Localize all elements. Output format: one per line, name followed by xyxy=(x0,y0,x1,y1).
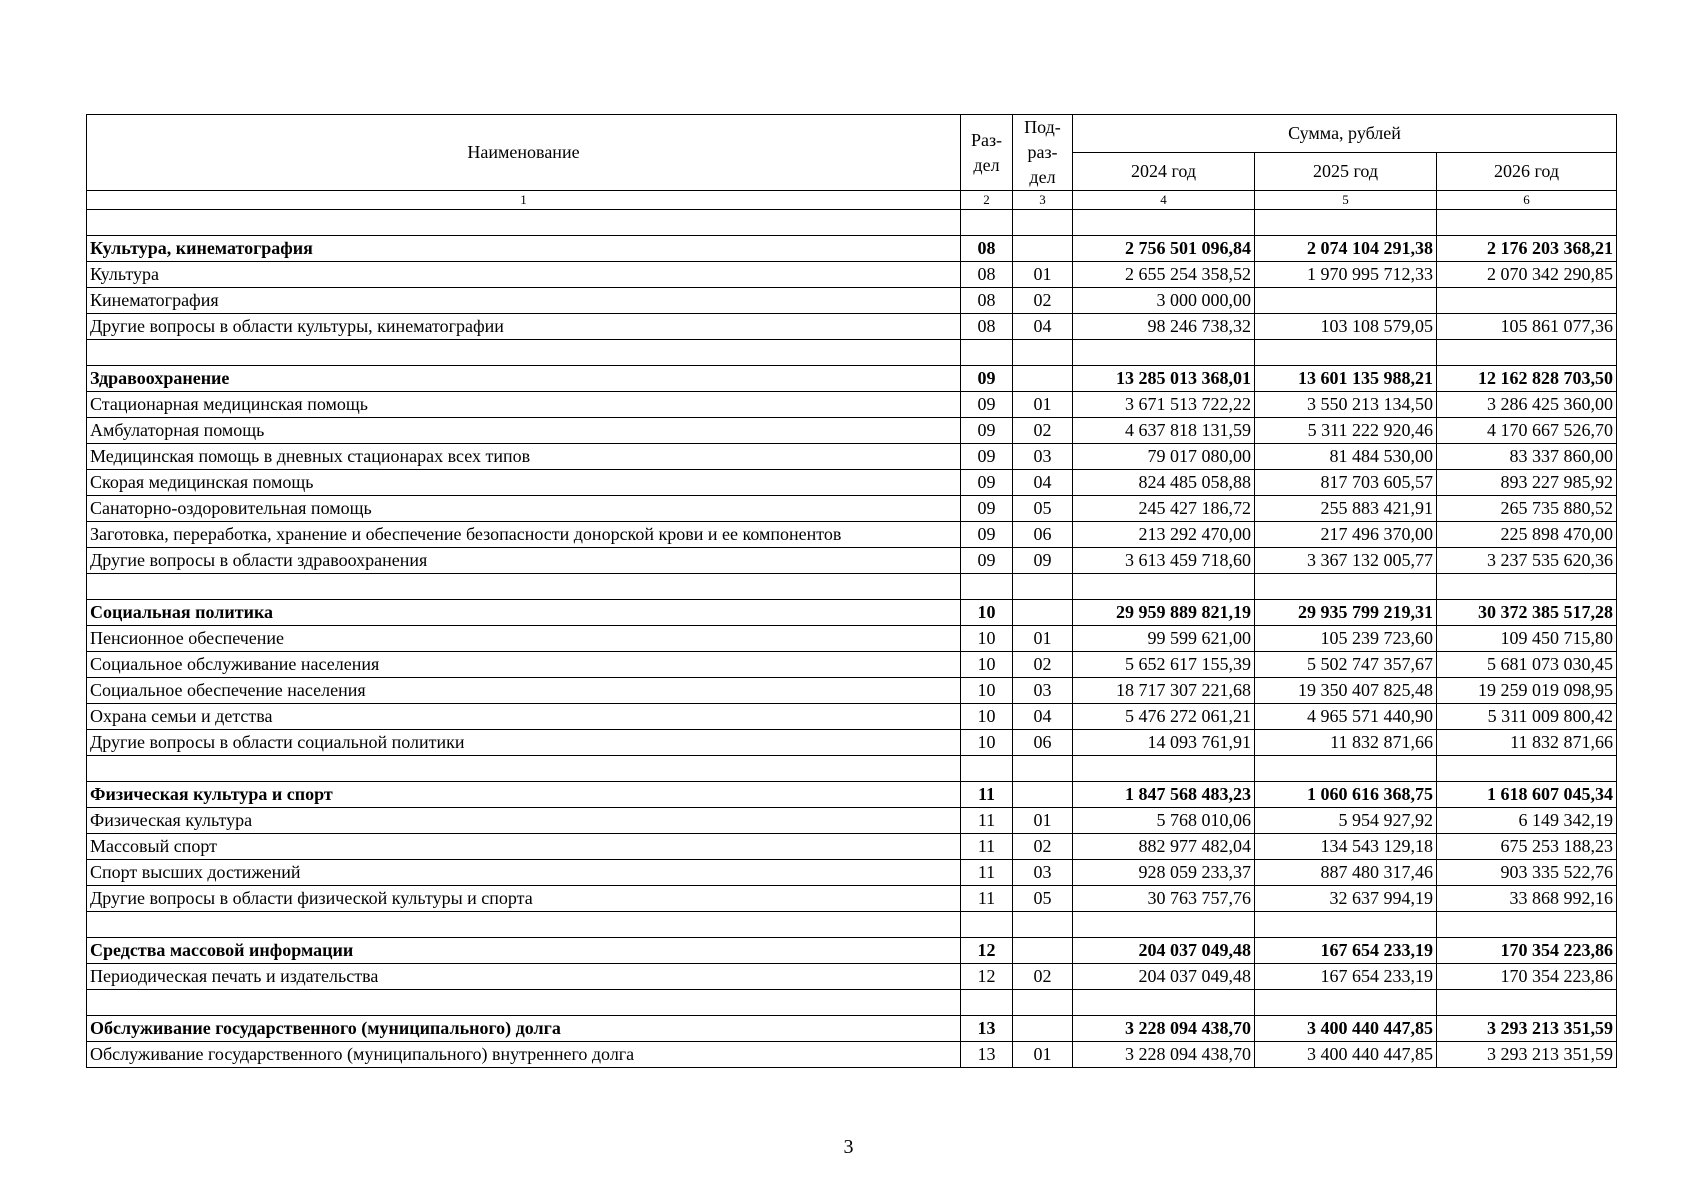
subsection-code-cell: 05 xyxy=(1013,886,1073,912)
empty-cell xyxy=(961,990,1013,1016)
empty-cell xyxy=(1013,756,1073,782)
section-code-cell: 08 xyxy=(961,314,1013,340)
spacer-row xyxy=(87,756,1617,782)
amount-2024-cell: 204 037 049,48 xyxy=(1073,964,1255,990)
subsection-code-cell xyxy=(1013,782,1073,808)
header-subsection: Под- раз- дел xyxy=(1013,115,1073,191)
row-name-cell: Другие вопросы в области здравоохранения xyxy=(87,548,961,574)
section-row xyxy=(87,366,1617,392)
subsection-code-cell: 02 xyxy=(1013,288,1073,314)
row-name-cell: Другие вопросы в области культуры, кинематографии xyxy=(87,314,961,340)
section-code-cell: 11 xyxy=(961,808,1013,834)
table-row xyxy=(87,470,1617,496)
spacer-row xyxy=(87,210,1617,236)
table-row xyxy=(87,808,1617,834)
subsection-code-cell: 05 xyxy=(1013,496,1073,522)
amount-2025-cell: 5 502 747 357,67 xyxy=(1255,652,1437,678)
amount-2026-cell: 33 868 992,16 xyxy=(1437,886,1617,912)
amount-2025-cell: 217 496 370,00 xyxy=(1255,522,1437,548)
table-row xyxy=(87,964,1617,990)
empty-cell xyxy=(961,210,1013,236)
section-code-cell: 10 xyxy=(961,600,1013,626)
table-row xyxy=(87,626,1617,652)
row-name-cell: Кинематография xyxy=(87,288,961,314)
column-number: 4 xyxy=(1073,191,1255,210)
row-name-cell: Социальное обеспечение населения xyxy=(87,678,961,704)
amount-2025-cell: 32 637 994,19 xyxy=(1255,886,1437,912)
amount-2024-cell: 1 847 568 483,23 xyxy=(1073,782,1255,808)
row-name-cell: Здравоохранение xyxy=(87,366,961,392)
amount-2024-cell: 3 671 513 722,22 xyxy=(1073,392,1255,418)
amount-2025-cell: 4 965 571 440,90 xyxy=(1255,704,1437,730)
empty-cell xyxy=(961,340,1013,366)
amount-2026-cell: 109 450 715,80 xyxy=(1437,626,1617,652)
row-name-cell: Амбулаторная помощь xyxy=(87,418,961,444)
header-year-2026: 2026 год xyxy=(1437,153,1617,191)
amount-2026-cell: 105 861 077,36 xyxy=(1437,314,1617,340)
amount-2025-cell: 3 400 440 447,85 xyxy=(1255,1016,1437,1042)
table-row xyxy=(87,314,1617,340)
header-name: Наименование xyxy=(87,115,961,191)
subsection-code-cell xyxy=(1013,366,1073,392)
amount-2024-cell: 928 059 233,37 xyxy=(1073,860,1255,886)
amount-2024-cell: 3 613 459 718,60 xyxy=(1073,548,1255,574)
amount-2026-cell: 3 286 425 360,00 xyxy=(1437,392,1617,418)
section-code-cell: 08 xyxy=(961,236,1013,262)
row-name-cell: Обслуживание государственного (муниципального) внутреннего долга xyxy=(87,1042,961,1068)
section-code-cell: 10 xyxy=(961,652,1013,678)
empty-cell xyxy=(1073,574,1255,600)
subsection-code-cell: 01 xyxy=(1013,392,1073,418)
section-row xyxy=(87,1016,1617,1042)
section-code-cell: 12 xyxy=(961,938,1013,964)
row-name-cell: Медицинская помощь в дневных стационарах всех типов xyxy=(87,444,961,470)
amount-2025-cell: 1 060 616 368,75 xyxy=(1255,782,1437,808)
page-number: 3 xyxy=(843,1136,854,1158)
section-code-cell: 11 xyxy=(961,834,1013,860)
empty-cell xyxy=(1255,912,1437,938)
amount-2025-cell: 2 074 104 291,38 xyxy=(1255,236,1437,262)
table-row xyxy=(87,704,1617,730)
row-name-cell: Скорая медицинская помощь xyxy=(87,470,961,496)
empty-cell xyxy=(1437,574,1617,600)
table-row xyxy=(87,392,1617,418)
amount-2026-cell: 170 354 223,86 xyxy=(1437,938,1617,964)
amount-2026-cell: 2 176 203 368,21 xyxy=(1437,236,1617,262)
header-year-2024: 2024 год xyxy=(1073,153,1255,191)
amount-2025-cell: 29 935 799 219,31 xyxy=(1255,600,1437,626)
amount-2025-cell: 3 400 440 447,85 xyxy=(1255,1042,1437,1068)
amount-2025-cell: 255 883 421,91 xyxy=(1255,496,1437,522)
spacer-row xyxy=(87,340,1617,366)
table-row xyxy=(87,548,1617,574)
empty-cell xyxy=(1073,756,1255,782)
amount-2025-cell: 105 239 723,60 xyxy=(1255,626,1437,652)
subsection-code-cell: 04 xyxy=(1013,470,1073,496)
empty-cell xyxy=(87,574,961,600)
table-row xyxy=(87,678,1617,704)
table-row xyxy=(87,860,1617,886)
amount-2026-cell: 903 335 522,76 xyxy=(1437,860,1617,886)
subsection-code-cell xyxy=(1013,236,1073,262)
amount-2026-cell: 3 293 213 351,59 xyxy=(1437,1016,1617,1042)
column-number: 5 xyxy=(1255,191,1437,210)
amount-2025-cell: 3 367 132 005,77 xyxy=(1255,548,1437,574)
amount-2025-cell xyxy=(1255,288,1437,314)
section-code-cell: 08 xyxy=(961,288,1013,314)
empty-cell xyxy=(1255,756,1437,782)
empty-cell xyxy=(1073,912,1255,938)
section-row xyxy=(87,938,1617,964)
section-code-cell: 09 xyxy=(961,496,1013,522)
section-code-cell: 10 xyxy=(961,704,1013,730)
empty-cell xyxy=(1437,340,1617,366)
amount-2026-cell: 5 681 073 030,45 xyxy=(1437,652,1617,678)
amount-2024-cell: 79 017 080,00 xyxy=(1073,444,1255,470)
header-year-2025: 2025 год xyxy=(1255,153,1437,191)
section-code-cell: 11 xyxy=(961,886,1013,912)
amount-2024-cell: 4 637 818 131,59 xyxy=(1073,418,1255,444)
subsection-code-cell: 02 xyxy=(1013,964,1073,990)
table-header xyxy=(87,115,1617,210)
amount-2025-cell: 13 601 135 988,21 xyxy=(1255,366,1437,392)
amount-2026-cell: 19 259 019 098,95 xyxy=(1437,678,1617,704)
row-name-cell: Физическая культура и спорт xyxy=(87,782,961,808)
spacer-row xyxy=(87,990,1617,1016)
amount-2026-cell: 225 898 470,00 xyxy=(1437,522,1617,548)
row-name-cell: Другие вопросы в области физической культуры и спорта xyxy=(87,886,961,912)
row-name-cell: Стационарная медицинская помощь xyxy=(87,392,961,418)
row-name-cell: Санаторно-оздоровительная помощь xyxy=(87,496,961,522)
column-number: 3 xyxy=(1013,191,1073,210)
amount-2026-cell: 3 293 213 351,59 xyxy=(1437,1042,1617,1068)
amount-2024-cell: 98 246 738,32 xyxy=(1073,314,1255,340)
column-number: 6 xyxy=(1437,191,1617,210)
table-row xyxy=(87,1042,1617,1068)
amount-2025-cell: 81 484 530,00 xyxy=(1255,444,1437,470)
table-row xyxy=(87,262,1617,288)
amount-2025-cell: 1 970 995 712,33 xyxy=(1255,262,1437,288)
amount-2026-cell: 30 372 385 517,28 xyxy=(1437,600,1617,626)
empty-cell xyxy=(87,990,961,1016)
amount-2026-cell: 2 070 342 290,85 xyxy=(1437,262,1617,288)
section-code-cell: 10 xyxy=(961,678,1013,704)
amount-2024-cell: 5 768 010,06 xyxy=(1073,808,1255,834)
empty-cell xyxy=(1255,574,1437,600)
section-code-cell: 09 xyxy=(961,470,1013,496)
empty-cell xyxy=(1013,912,1073,938)
table-row xyxy=(87,288,1617,314)
amount-2025-cell: 19 350 407 825,48 xyxy=(1255,678,1437,704)
amount-2025-cell: 167 654 233,19 xyxy=(1255,938,1437,964)
empty-cell xyxy=(1255,340,1437,366)
empty-cell xyxy=(1013,990,1073,1016)
row-name-cell: Физическая культура xyxy=(87,808,961,834)
column-number: 2 xyxy=(961,191,1013,210)
amount-2026-cell: 4 170 667 526,70 xyxy=(1437,418,1617,444)
amount-2024-cell: 3 000 000,00 xyxy=(1073,288,1255,314)
header-section: Раз- дел xyxy=(961,115,1013,191)
amount-2026-cell: 1 618 607 045,34 xyxy=(1437,782,1617,808)
section-code-cell: 09 xyxy=(961,392,1013,418)
row-name-cell: Охрана семьи и детства xyxy=(87,704,961,730)
section-code-cell: 09 xyxy=(961,444,1013,470)
budget-table xyxy=(86,114,1617,1068)
subsection-code-cell: 02 xyxy=(1013,652,1073,678)
empty-cell xyxy=(1073,340,1255,366)
subsection-code-cell: 02 xyxy=(1013,418,1073,444)
amount-2025-cell: 134 543 129,18 xyxy=(1255,834,1437,860)
subsection-code-cell: 03 xyxy=(1013,860,1073,886)
subsection-code-cell xyxy=(1013,1016,1073,1042)
empty-cell xyxy=(87,756,961,782)
amount-2024-cell: 29 959 889 821,19 xyxy=(1073,600,1255,626)
empty-cell xyxy=(1013,210,1073,236)
row-name-cell: Культура xyxy=(87,262,961,288)
column-number-row xyxy=(87,191,1617,210)
empty-cell xyxy=(1073,210,1255,236)
amount-2026-cell xyxy=(1437,288,1617,314)
section-row xyxy=(87,236,1617,262)
amount-2025-cell: 5 311 222 920,46 xyxy=(1255,418,1437,444)
amount-2024-cell: 5 652 617 155,39 xyxy=(1073,652,1255,678)
amount-2024-cell: 2 655 254 358,52 xyxy=(1073,262,1255,288)
amount-2026-cell: 6 149 342,19 xyxy=(1437,808,1617,834)
amount-2024-cell: 3 228 094 438,70 xyxy=(1073,1042,1255,1068)
table-row xyxy=(87,886,1617,912)
empty-cell xyxy=(961,574,1013,600)
amount-2024-cell: 14 093 761,91 xyxy=(1073,730,1255,756)
table-body xyxy=(87,210,1617,1068)
amount-2024-cell: 99 599 621,00 xyxy=(1073,626,1255,652)
row-name-cell: Другие вопросы в области социальной политики xyxy=(87,730,961,756)
subsection-code-cell: 04 xyxy=(1013,314,1073,340)
section-code-cell: 09 xyxy=(961,418,1013,444)
amount-2024-cell: 3 228 094 438,70 xyxy=(1073,1016,1255,1042)
empty-cell xyxy=(1013,574,1073,600)
subsection-code-cell xyxy=(1013,600,1073,626)
row-name-cell: Культура, кинематография xyxy=(87,236,961,262)
section-row xyxy=(87,782,1617,808)
section-code-cell: 09 xyxy=(961,366,1013,392)
amount-2026-cell: 83 337 860,00 xyxy=(1437,444,1617,470)
table-row xyxy=(87,496,1617,522)
row-name-cell: Периодическая печать и издательства xyxy=(87,964,961,990)
subsection-code-cell: 03 xyxy=(1013,678,1073,704)
empty-cell xyxy=(87,210,961,236)
amount-2025-cell: 887 480 317,46 xyxy=(1255,860,1437,886)
empty-cell xyxy=(1437,912,1617,938)
row-name-cell: Социальная политика xyxy=(87,600,961,626)
empty-cell xyxy=(1255,990,1437,1016)
amount-2025-cell: 3 550 213 134,50 xyxy=(1255,392,1437,418)
amount-2024-cell: 5 476 272 061,21 xyxy=(1073,704,1255,730)
row-name-cell: Спорт высших достижений xyxy=(87,860,961,886)
amount-2026-cell: 12 162 828 703,50 xyxy=(1437,366,1617,392)
section-row xyxy=(87,600,1617,626)
amount-2025-cell: 817 703 605,57 xyxy=(1255,470,1437,496)
amount-2026-cell: 265 735 880,52 xyxy=(1437,496,1617,522)
section-code-cell: 13 xyxy=(961,1042,1013,1068)
amount-2024-cell: 824 485 058,88 xyxy=(1073,470,1255,496)
section-code-cell: 09 xyxy=(961,522,1013,548)
amount-2026-cell: 3 237 535 620,36 xyxy=(1437,548,1617,574)
amount-2025-cell: 5 954 927,92 xyxy=(1255,808,1437,834)
subsection-code-cell: 01 xyxy=(1013,626,1073,652)
row-name-cell: Пенсионное обеспечение xyxy=(87,626,961,652)
empty-cell xyxy=(961,912,1013,938)
amount-2026-cell: 675 253 188,23 xyxy=(1437,834,1617,860)
subsection-code-cell: 09 xyxy=(1013,548,1073,574)
subsection-code-cell: 01 xyxy=(1013,1042,1073,1068)
subsection-code-cell: 04 xyxy=(1013,704,1073,730)
amount-2025-cell: 103 108 579,05 xyxy=(1255,314,1437,340)
section-code-cell: 11 xyxy=(961,860,1013,886)
empty-cell xyxy=(961,756,1013,782)
spacer-row xyxy=(87,912,1617,938)
section-code-cell: 09 xyxy=(961,548,1013,574)
section-code-cell: 12 xyxy=(961,964,1013,990)
amount-2024-cell: 13 285 013 368,01 xyxy=(1073,366,1255,392)
header-sum: Сумма, рублей xyxy=(1073,115,1617,153)
subsection-code-cell: 01 xyxy=(1013,262,1073,288)
row-name-cell: Обслуживание государственного (муниципального) долга xyxy=(87,1016,961,1042)
subsection-code-cell: 06 xyxy=(1013,522,1073,548)
table-row xyxy=(87,418,1617,444)
amount-2025-cell: 167 654 233,19 xyxy=(1255,964,1437,990)
column-number: 1 xyxy=(87,191,961,210)
amount-2026-cell: 170 354 223,86 xyxy=(1437,964,1617,990)
amount-2024-cell: 204 037 049,48 xyxy=(1073,938,1255,964)
amount-2026-cell: 11 832 871,66 xyxy=(1437,730,1617,756)
subsection-code-cell: 02 xyxy=(1013,834,1073,860)
amount-2024-cell: 882 977 482,04 xyxy=(1073,834,1255,860)
empty-cell xyxy=(87,912,961,938)
subsection-code-cell xyxy=(1013,938,1073,964)
table-row xyxy=(87,834,1617,860)
table-row xyxy=(87,652,1617,678)
table-row xyxy=(87,730,1617,756)
amount-2024-cell: 18 717 307 221,68 xyxy=(1073,678,1255,704)
empty-cell xyxy=(1073,990,1255,1016)
row-name-cell: Массовый спорт xyxy=(87,834,961,860)
empty-cell xyxy=(1013,340,1073,366)
empty-cell xyxy=(1437,756,1617,782)
amount-2024-cell: 2 756 501 096,84 xyxy=(1073,236,1255,262)
empty-cell xyxy=(87,340,961,366)
spacer-row xyxy=(87,574,1617,600)
row-name-cell: Средства массовой информации xyxy=(87,938,961,964)
empty-cell xyxy=(1437,990,1617,1016)
section-code-cell: 10 xyxy=(961,730,1013,756)
section-code-cell: 10 xyxy=(961,626,1013,652)
row-name-cell: Социальное обслуживание населения xyxy=(87,652,961,678)
section-code-cell: 13 xyxy=(961,1016,1013,1042)
empty-cell xyxy=(1437,210,1617,236)
subsection-code-cell: 03 xyxy=(1013,444,1073,470)
amount-2025-cell: 11 832 871,66 xyxy=(1255,730,1437,756)
amount-2026-cell: 893 227 985,92 xyxy=(1437,470,1617,496)
empty-cell xyxy=(1255,210,1437,236)
amount-2024-cell: 245 427 186,72 xyxy=(1073,496,1255,522)
amount-2024-cell: 30 763 757,76 xyxy=(1073,886,1255,912)
table-row xyxy=(87,444,1617,470)
subsection-code-cell: 06 xyxy=(1013,730,1073,756)
amount-2024-cell: 213 292 470,00 xyxy=(1073,522,1255,548)
table-row xyxy=(87,522,1617,548)
section-code-cell: 11 xyxy=(961,782,1013,808)
amount-2026-cell: 5 311 009 800,42 xyxy=(1437,704,1617,730)
row-name-cell: Заготовка, переработка, хранение и обеспечение безопасности донорской крови и ее компонентов xyxy=(87,522,961,548)
subsection-code-cell: 01 xyxy=(1013,808,1073,834)
section-code-cell: 08 xyxy=(961,262,1013,288)
